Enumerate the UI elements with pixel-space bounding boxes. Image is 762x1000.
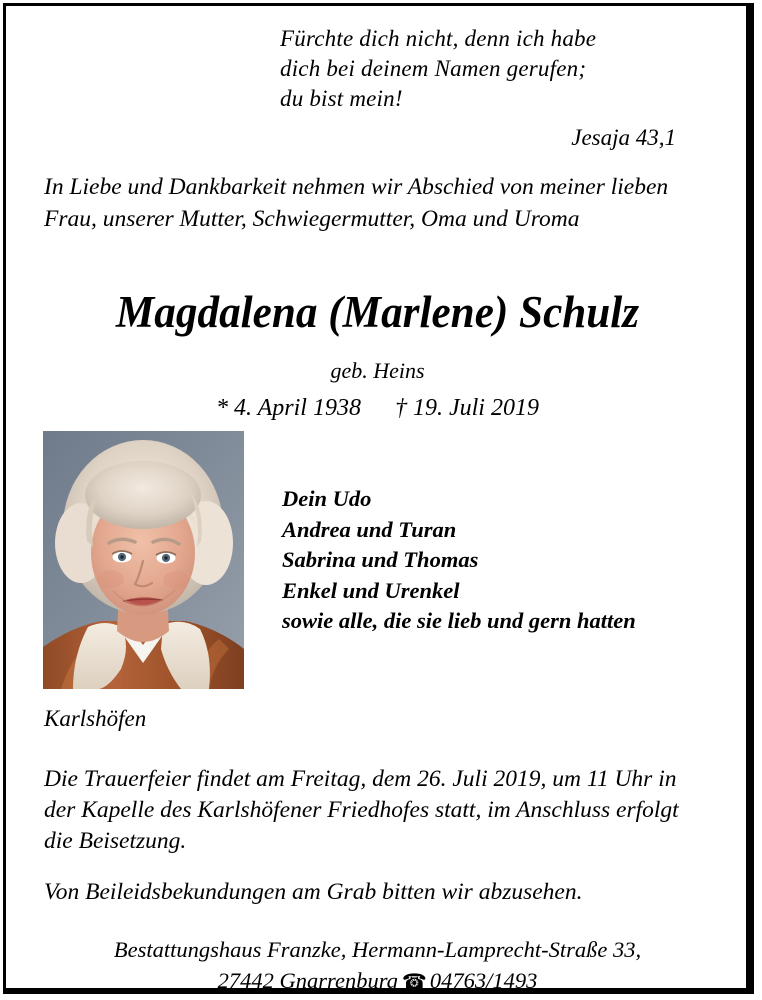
- verse-line-1: Fürchte dich nicht, denn ich habe: [280, 26, 597, 51]
- condolence-request: Von Beileidsbekundungen am Grab bitten wir abzusehen.: [44, 879, 583, 905]
- funeral-home-phone: 04763/1493: [429, 968, 538, 993]
- funeral-home-block: [6, 934, 749, 998]
- survivor-line: sowie alle, die sie lieb und gern hatten: [282, 608, 636, 633]
- funeral-home-contact: [6, 965, 749, 998]
- obituary-notice: [3, 3, 754, 994]
- funeral-home-city: 27442 Gnarrenburg: [217, 968, 398, 993]
- dedication-text: In Liebe und Dankbarkeit nehmen wir Abschied von meiner lieben Frau, unserer Mutter, Schwiegermutter, Oma und Uroma: [44, 174, 669, 232]
- service-details: Die Trauerfeier findet am Freitag, dem 26. Juli 2019, um 11 Uhr in der Kapelle des Karlshöfener Friedhofes statt, im Anschluss erfolgt die Beisetzung.: [44, 766, 679, 854]
- death-date: † 19. Juli 2019: [394, 395, 539, 421]
- survivor-line: Sabrina und Thomas: [282, 547, 479, 572]
- survivor-line: Dein Udo: [282, 486, 372, 511]
- deceased-dates: [6, 394, 749, 422]
- verse-line-3: du bist mein!: [280, 86, 403, 111]
- bible-verse-block: [280, 24, 700, 153]
- survivor-line: Enkel und Urenkel: [282, 577, 460, 603]
- portrait-illustration: [43, 431, 244, 689]
- deceased-maiden-name: geb. Heins: [330, 358, 425, 383]
- place-name: Karlshöfen: [44, 706, 147, 731]
- notice-inner: [6, 6, 746, 993]
- survivors-list: [282, 484, 712, 637]
- telephone-icon: ☎: [401, 971, 427, 993]
- deceased-name: Magdalena (Marlene) Schulz: [115, 287, 640, 337]
- portrait-photo: [43, 431, 244, 689]
- funeral-home-address: Bestattungshaus Franzke, Hermann-Lamprecht-Straße 33,: [113, 937, 642, 962]
- verse-reference: Jesaja 43,1: [571, 125, 676, 150]
- verse-line-2: dich bei deinem Namen gerufen;: [280, 56, 587, 81]
- survivor-line: Andrea und Turan: [282, 516, 457, 542]
- birth-date: * 4. April 1938: [216, 395, 361, 421]
